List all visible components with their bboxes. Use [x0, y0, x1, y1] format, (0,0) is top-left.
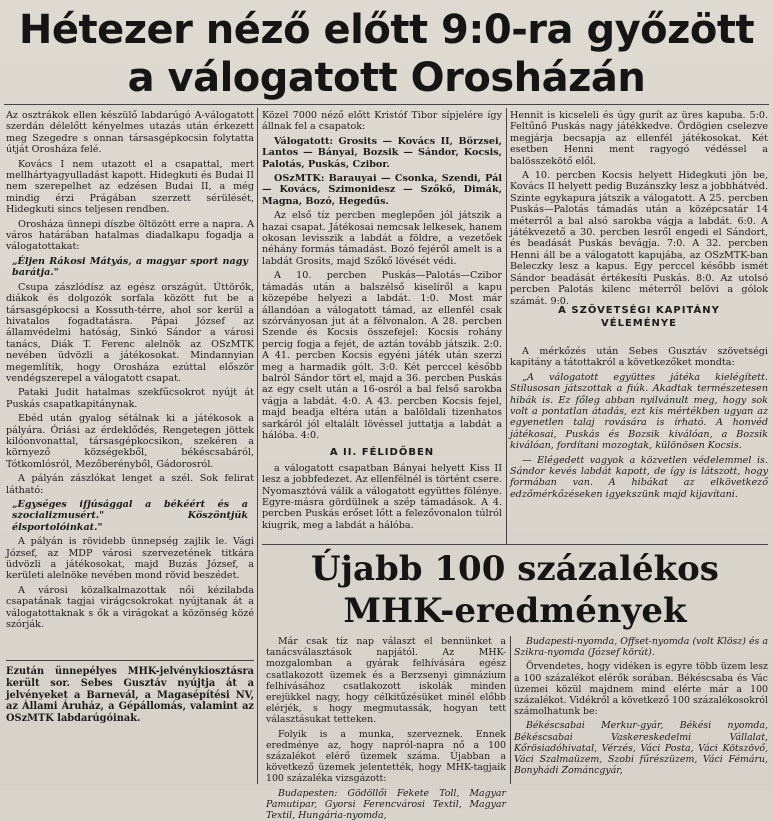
secondary-headline [262, 548, 768, 632]
coach-opinion-subhead-line1: A SZÖVETSÉGI KAPITÁNY [558, 305, 720, 316]
paragraph: A pályán is rövidebb ünnepség zajlik le. Vági József, az MDP városi szervezetének titkára üdvözli a játékosokat, majd Buzás József, a kerületi alelnöke nevében mond rövid beszédet. [6, 536, 254, 582]
paragraph: Közel 7000 néző előtt Kristóf Tibor sípjelére így állnak fel a csapatok: [262, 110, 502, 133]
column-rule-1 [257, 108, 258, 784]
coach-opinion-text [510, 346, 768, 542]
paragraph: Csupa zászlódísz az egész országút. Úttörők, diákok és dolgozók sorfala között fut be a társasgépkocsi a Kossuth-térre, ahol sor kerül a hivatalos fogadtatásra. Pápai József az államvédelmi hatóság, Sinkó Sándor a városi tanács, Diák T. Ferenc alelnök az OSzMTK nevében üdvözli a játékosokat. Mindannyian megemlítik, hogy Orosháza ezúttal először vendégszerepel a válogatott csapat. [6, 281, 254, 384]
paragraph: Már csak tíz nap választ el bennünket a tanácsválasztások napjától. Az MHK-mozgalomban a gyárak felhívására egész csatlakozott üzemek és a Berzsenyi gimnázium felhívásához csatlakozott iskolák minden erejükkel nagy, hogy célkitűzésüket minél előbb elérjék, s hogy megmutassák, hogyan tett választásukat tetteken. [266, 636, 506, 726]
headline-rule [4, 104, 769, 105]
paragraph: — Elégedett vagyok a közvetlen védelemmel is. Sándor kevés labdát kapott, de így is látszott, hogy formában van. A hibákat az elkövetkező edzőmérkőzéseken igyekszünk majd kijavítani. [510, 454, 768, 500]
paragraph: Folyik is a munka, szerveznek. Ennek eredménye az, hogy napról-napra nő a 100 százalékot elérő üzemek száma. Újabban a következő üzemek jelentették, hogy MHK-tagjaik 100 százaléka vizsgázott: [266, 728, 506, 785]
paragraph: A 10. percben Puskás—Palotás—Czibor támadás után a balszélső kiselíről a kapu közepébe helyezi a labdát. 1:0. Most már állandóan a válogatott támad, az ellenfél csak szórványosan jut át a félvonalon. A 28. percben Szende és Kocsis összefejel: Kocsis rohány percig fogja a fejét, de aztán tovább játszik. 2:0. A 41. percben Kocsis egyéni játék után szerzi meg a harmadik gólt. 3:0. Két perccel később balról Sándor tört el, majd a 36. percben Puskás az egy cselt után a 16-osról a bal felső sarokba vágja a labdát. 4:0. A 43. percben Kocsis fejel, majd beadja eltéra után a balöldali tizenhatos sarkáról jól eltalált lövéssel juttatja a labdát a hálóba. 4:0. [262, 270, 502, 441]
slogan-quote: „Egységes ifjúsággal a békéért és a szocializmusért." Köszöntjük élsportolóinkat." [12, 499, 248, 533]
paragraph: Budapesti-nyomda, Offset-nyomda (volt Klösz) és a Szikra-nyomda (József körút). [514, 636, 768, 659]
mhk-badge-box: Ezután ünnepélyes MHK-jelvénykiosztásra került sor. Sebes Gusztáv nyújtja át a jelvényeket a Barnevál, a Magasépítési NV, az Állami Áruház, a Gépállomás, valamint az OSzMTK labdarúgóinak. [6, 666, 254, 725]
paragraph: Pataki Judit hatalmas szekfűcsokrot nyújt át Puskás csapatkapitánynak. [6, 387, 254, 410]
banner-quote: „Éljen Rákosi Mátyás, a magyar sport nagy barátja." [12, 255, 248, 279]
main-headline [0, 6, 773, 102]
paragraph: Az első tíz percben meglepően jól játszik a hazai csapat. Játékosai nemcsak lelkesek, hanem okosan levisszik a labdát a földre, a vezetőek néhány formás támadást. Bozó fejéről amelt is a labdát Grosits, majd Szőkő lövését védi. [262, 210, 502, 267]
column-rule-2 [506, 108, 507, 544]
second-half-subhead: A II. FÉLIDŐBEN [329, 447, 435, 459]
lineup-national: Válogatott: Grosits — Kovács II, Börzsei, Lantos — Bányai, Bozsik — Sándor, Kocsis, Palotás, Puskás, Czibor. [262, 135, 502, 170]
mhk-article-column-2 [514, 636, 768, 786]
paragraph: Ebéd után gyalog sétálnak ki a játékosok a pályára. Óriási az érdeklődés, Rengetegen jöttek kilóonvonattal, társasgépkocsikon, szekéren a környező községekből, békéscsabáról, Tótkomlósról, Mezőberényből, Gádorosról. [6, 413, 254, 470]
paragraph: A 10. percben Kocsis helyett Hidegkuti jön be, Kovács II helyett pedig Buzánszky lesz a jobbhátvéd. Szinte egykapura játszik a válogatott. A 25. percben Puskás—Palotás támadás után a középcsatár 14 méterről a bal alsó sarokba vágja a labdát. 6:0. A játékvezető a 30. percben lesről engedi el Sándort, és beadását Puskás bevágja. 7:0. A 32. percben Henni áll be a válogatott kapujába, az OSzMTK-ban Beleczky lesz a kapus. Egy perccel később ismét Sándor beadását értékesíti Puskás. 8:0. Az utolsó percben Palotás kilenc méterről belövi a gólok számát. 9:0. [510, 170, 768, 307]
coach-opinion-subhead [510, 304, 768, 330]
paragraph: „A válogatott együttes játéka kielégített. Stílusosan játszottak a fiúk. Akadtak természetesen hibák is. Ez főleg abban nyilvánult meg, hogy sok volt a pontatlan átadás, ezt kis mértékben ugyan az egyenetlen talaj rovására is írható. A honvéd játékosai, Puskás és Bozsik kiválóan, a Bozsik kiválóan, fordítani mozogtak, különösen Kocsis. [510, 371, 768, 452]
paragraph: A mérkőzés után Sebes Gusztáv szövetségi kapitány a tátottakról a következőket mondta: [510, 346, 768, 369]
secondary-headline-line2: MHK-eredmények [343, 591, 687, 631]
paragraph: Békéscsabai Merkur-gyár, Békési nyomda, Békéscsabai Vaskereskedelmi Vállalat, Kőrösiadóhivatal, Vérzés, Váci Posta, Váci Kötszövő, Váci Szalmaüzem, Szobi fűrészüzem, Váci Fémáru, Bonyhádi Zománcgyár, [514, 720, 768, 777]
paragraph: Kovács I nem utazott el a csapattal, mert mellhártyagyulladást kapott. Hidegkuti és Budai II nem szerepelhet az edzésen Budai II, a még mindig érzi Prágában szerzett sérülését, Hidegkuti sincs teljesen rendben. [6, 158, 254, 216]
paragraph: Budapesten: Gödöllői Fekete Toll, Magyar Pamutipar, Gyorsi Ferencvárosi Textil, Magyar Textil, Hungária-nyomda, [266, 787, 506, 821]
mhk-article-column-1 [266, 636, 506, 821]
paragraph: Örvendetes, hogy vidéken is egyre több üzem lesz a 100 százalékot elérők sorában. Békéscsaba és Vác üzemei közül majdnem mind elérte már a 100 százalékot. Vidékről a következő 100 százalékosokról számolhatunk be: [514, 661, 768, 718]
coach-opinion-subhead-line2: VÉLEMÉNYE [601, 318, 677, 329]
main-headline-line1: Hétezer néző előtt 9:0-ra győzött [18, 7, 755, 53]
paragraph: A pályán zászlókat lenget a szél. Sok felirat látható: [6, 473, 254, 496]
column-rule-3 [510, 636, 511, 784]
paragraph: a válogatott csapatban Bányai helyett Kiss II lesz a jobbfedezet. Az ellenfélnél is történt csere. Nyomasztóvá válik a válogatott együttes fölénye. Egyre-másra gördülnek a szép támadások. A 4. percben Puskás erőset lőtt a felezővonalon túlról kiugrik, meg a labdát a hálóba. [262, 462, 502, 531]
paragraph: Az osztrákok ellen készülő labdarúgó A-válogatott szerdán délelőtt kényelmes utazás után érkezett meg Szegedre s onnan társasgépkocsin folytatta útját Orosháza felé. [6, 110, 254, 156]
lineup-oszmtk: OSzMTK: Barauyai — Csonka, Szendi, Pál — Kovács, Szimonidesz — Szőkő, Dimák, Magna, Bozó, Hegedűs. [262, 173, 502, 207]
paragraph: A városi közalkalmazottak női kézilabda csapatának tagjai virágcsokrokat nyújtanak át a válogatottaknak s ők a virágokat a közönség közé szórják. [6, 584, 254, 631]
secondary-headline-line1: Újabb 100 százalékos [311, 549, 719, 589]
paragraph: Orosháza ünnepi díszbe öltözött erre a napra. A város határában hatalmas diadalkapu fogadja a válogatottakat: [6, 218, 254, 253]
main-headline-line2: a válogatott Orosházán [127, 55, 646, 101]
paragraph: Hennit is kicseleli és úgy gurít az üres kapuba. 5:0. Feltűnő Puskás nagy játékkedve. Ördögien cselezve megjárja becsapja az ellenfél játékosokat. Két esetben Henni ment ragyogó védéssel a balösszekötő elől. [510, 110, 768, 167]
